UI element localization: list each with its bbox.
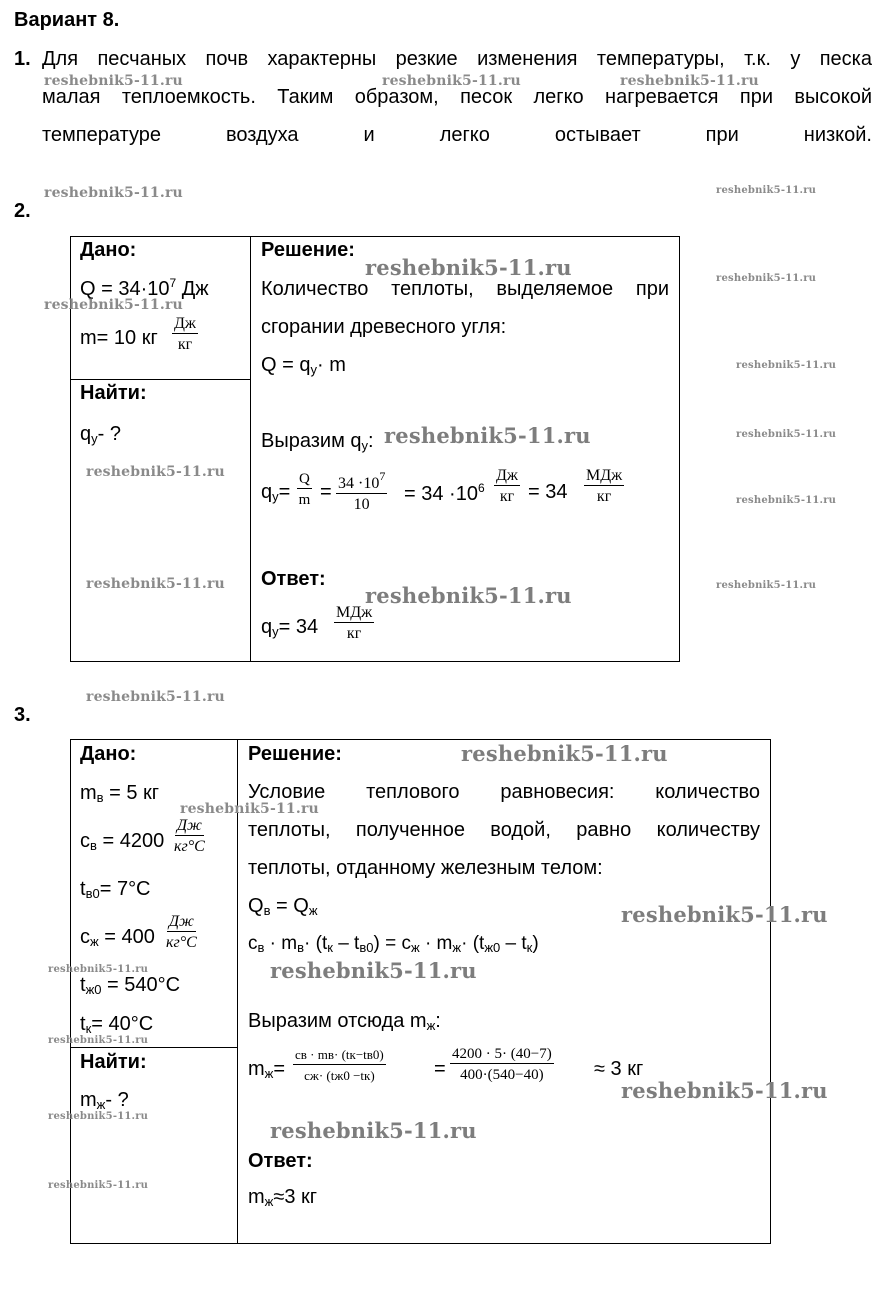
question-1-number: 1.	[14, 48, 31, 70]
watermark: reshebnik5-11.ru	[86, 576, 225, 592]
watermark: reshebnik5-11.ru	[44, 297, 183, 313]
watermark: reshebnik5-11.ru	[736, 360, 837, 371]
q3-given-mv: $m_в = 5$ кг	[80, 782, 160, 805]
q2-find-value: $q_у-$ ?	[80, 423, 121, 446]
watermark: reshebnik5-11.ru	[180, 801, 319, 817]
watermark: reshebnik5-11.ru	[86, 689, 225, 705]
question-1-line-1: Для песчаных почв характерны резкие изменения температуры, т.к. у песка	[42, 48, 872, 70]
q2-given-m: m= 10 кг	[80, 327, 158, 349]
watermark: reshebnik5-11.ru	[270, 1118, 477, 1143]
q3-given-tk: $t_к= 40^\circ С$	[80, 1013, 154, 1036]
q2-given-m-fraction: Дж кг	[174, 315, 196, 353]
question-1-line-2: малая теплоемкость. Таким образом, песок легко нагревается при высокой	[42, 86, 872, 108]
watermark: reshebnik5-11.ru	[86, 464, 225, 480]
watermark: reshebnik5-11.ru	[621, 902, 828, 927]
q3-solution-label: Решение:	[248, 743, 342, 765]
watermark: reshebnik5-11.ru	[48, 1035, 149, 1046]
q3-given-tzh0: $t_{ж0} = 540^\circ С$	[80, 974, 181, 997]
q2-solution-line-2: сгорании древесного угля:	[261, 316, 507, 338]
q3-solution-line-2: теплоты, полученное водой, равно количеству	[248, 819, 760, 841]
q3-find-label: Найти:	[80, 1051, 147, 1073]
q2-answer-label: Ответ:	[261, 568, 326, 590]
question-2-number: 2.	[14, 200, 31, 222]
watermark: reshebnik5-11.ru	[736, 429, 837, 440]
q3-express: Выразим отсюда $m_ж$:	[248, 1010, 441, 1033]
watermark: reshebnik5-11.ru	[270, 958, 477, 983]
q3-heat-equation: $c_в \cdot m_в\cdot (t_к - t_{в0}) = c_ж \cdot m_ж\cdot (t_{ж0} - t_к)$	[248, 933, 539, 955]
q3-heat-balance: $Q_в = Q_ж$	[248, 895, 318, 918]
watermark: reshebnik5-11.ru	[384, 423, 591, 448]
watermark: reshebnik5-11.ru	[461, 741, 668, 766]
watermark: reshebnik5-11.ru	[716, 580, 817, 591]
watermark: reshebnik5-11.ru	[621, 1078, 828, 1103]
q3-given-tv0: $t_{в0}= 7^\circ С$	[80, 878, 151, 901]
q2-given-label: Дано:	[80, 239, 137, 261]
q2-express: Выразим $q_у$:	[261, 430, 374, 453]
q2-given-q: $Q = 34\cdot 10^7$ Дж	[80, 276, 209, 300]
watermark: reshebnik5-11.ru	[382, 73, 521, 89]
q3-answer-label: Ответ:	[248, 1150, 313, 1172]
q3-solution-line-3: теплоты, отданному железным телом:	[248, 857, 603, 879]
watermark: reshebnik5-11.ru	[48, 1111, 149, 1122]
question-1-line-3: температуре воздуха и легко остывает при низкой.	[42, 124, 872, 146]
q3-answer: $m_ж\approx 3$ кг	[248, 1186, 318, 1209]
watermark: reshebnik5-11.ru	[365, 255, 572, 280]
q2-solution-formula: $Q = q_у\cdot m$	[261, 354, 346, 377]
watermark: reshebnik5-11.ru	[48, 1180, 149, 1191]
watermark: reshebnik5-11.ru	[716, 185, 817, 196]
q2-find-label: Найти:	[80, 382, 147, 404]
q3-given-label: Дано:	[80, 743, 137, 765]
watermark: reshebnik5-11.ru	[620, 73, 759, 89]
watermark: reshebnik5-11.ru	[736, 495, 837, 506]
page-title: Вариант 8.	[14, 9, 120, 31]
watermark: reshebnik5-11.ru	[365, 583, 572, 608]
q3-find-value: $m_ж-$ ?	[80, 1089, 129, 1112]
question-3-number: 3.	[14, 704, 31, 726]
watermark: reshebnik5-11.ru	[48, 964, 149, 975]
watermark: reshebnik5-11.ru	[44, 185, 183, 201]
q2-solution-label: Решение:	[261, 239, 355, 261]
q3-solution-line-1: Условие теплового равновесия: количество	[248, 781, 760, 803]
q2-solution-line-1: Количество теплоты, выделяемое при	[261, 278, 669, 300]
watermark: reshebnik5-11.ru	[44, 73, 183, 89]
watermark: reshebnik5-11.ru	[716, 273, 817, 284]
